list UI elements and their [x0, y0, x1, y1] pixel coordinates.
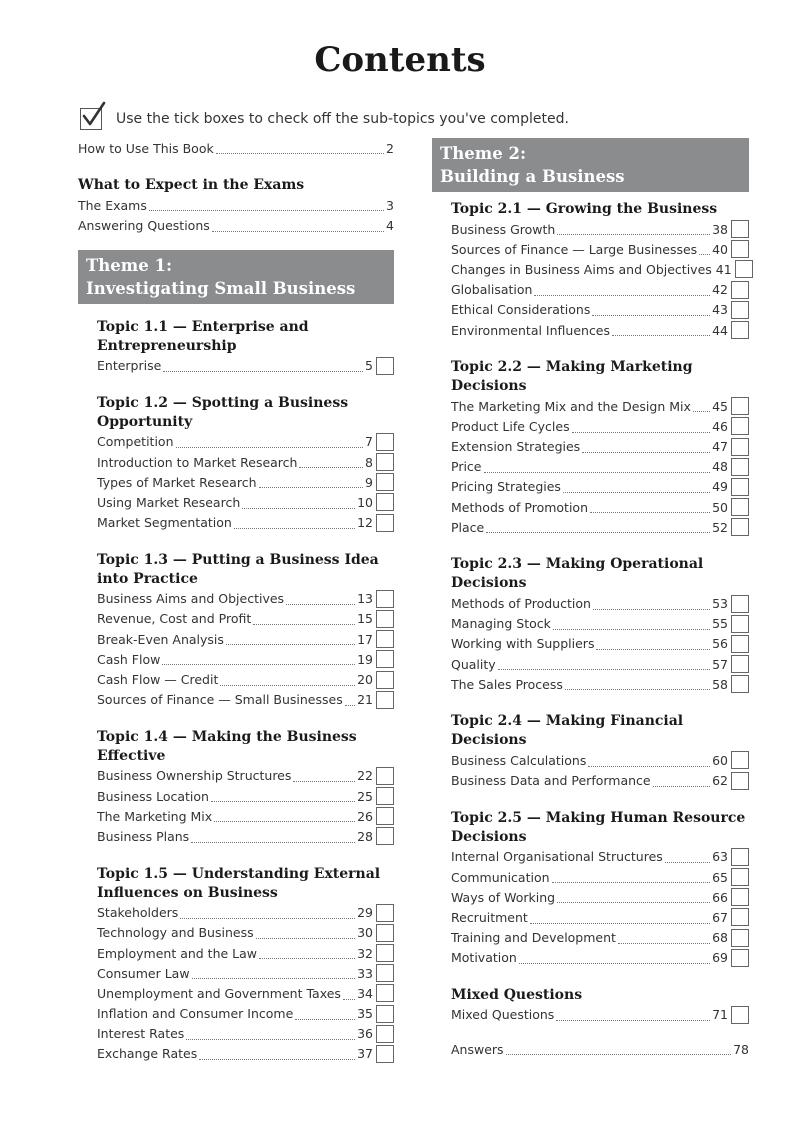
entry-label: Recruitment [451, 909, 528, 925]
entry-page: 56 [712, 636, 728, 652]
toc-entry[interactable] [97, 1024, 394, 1044]
dot-leader [484, 471, 711, 473]
tick-checkbox[interactable] [731, 240, 749, 258]
entry-page: 25 [357, 788, 373, 804]
intro-row [80, 106, 569, 132]
entry-label: The Sales Process [451, 676, 563, 692]
entry-label: Sources of Finance — Large Businesses [451, 241, 698, 257]
tick-checkbox[interactable] [376, 964, 394, 982]
toc-entry[interactable] [97, 609, 394, 629]
tick-checkbox[interactable] [731, 615, 749, 633]
entry-label: Using Market Research [97, 494, 241, 510]
tick-example-checkbox [80, 108, 102, 130]
tick-checkbox[interactable] [731, 949, 749, 967]
dot-leader [345, 704, 355, 706]
theme-2-topics [432, 192, 749, 968]
entry-page: 58 [712, 676, 728, 692]
tick-checkbox[interactable] [731, 655, 749, 673]
topic-heading: Topic 2.1 — Growing the Business [451, 201, 718, 217]
entry-label: Business Growth [451, 221, 556, 237]
tick-checkbox[interactable] [376, 357, 394, 375]
tick-checkbox[interactable] [731, 438, 749, 456]
toc-entry[interactable] [97, 513, 394, 533]
dot-leader [220, 684, 355, 686]
toc-entry[interactable] [97, 983, 394, 1003]
entry-page: 22 [357, 768, 373, 784]
toc-entry[interactable] [451, 280, 749, 300]
entry-page: 17 [357, 631, 373, 647]
entry-label: Market Segmentation [97, 515, 232, 531]
tick-checkbox[interactable] [731, 458, 749, 476]
dot-leader [293, 780, 355, 782]
entry-label: Answering Questions [78, 217, 210, 233]
dot-leader [693, 410, 710, 412]
tick-checkbox[interactable] [376, 984, 394, 1002]
tick-checkbox[interactable] [731, 281, 749, 299]
entry-page: 67 [712, 909, 728, 925]
toc-entry[interactable] [451, 457, 749, 477]
entry-label: How to Use This Book [78, 140, 214, 156]
entry-label: Introduction to Market Research [97, 454, 298, 470]
entry-label: Ways of Working [451, 889, 556, 905]
entry-label: Inflation and Consumer Income [97, 1006, 294, 1022]
dot-leader [582, 451, 710, 453]
entry-page: 29 [357, 905, 373, 921]
topic-heading: Topic 2.4 — Making Financial Decisions [451, 713, 684, 749]
intro-text: Use the tick boxes to check off the sub-topics you've completed. [116, 111, 569, 127]
theme-1-header [78, 250, 394, 304]
entry-label: Training and Development [451, 930, 616, 946]
toc-entry[interactable] [451, 674, 749, 694]
tick-checkbox[interactable] [731, 675, 749, 693]
topic-heading: Topic 1.1 — Enterprise and Entrepreneurship [97, 318, 309, 354]
toc-entry[interactable] [451, 771, 749, 791]
tick-checkbox[interactable] [376, 944, 394, 962]
tick-checkbox[interactable] [376, 787, 394, 805]
toc-entry[interactable] [97, 649, 394, 669]
entry-page: 37 [357, 1046, 373, 1062]
toc-entry[interactable] [451, 300, 749, 320]
tick-checkbox[interactable] [731, 321, 749, 339]
entry-page: 33 [357, 965, 373, 981]
toc-entry[interactable] [451, 259, 749, 279]
dot-leader [612, 334, 710, 336]
entry-page: 42 [712, 282, 728, 298]
entry-label: Place [451, 519, 485, 535]
entry-page: 20 [357, 672, 373, 688]
toc-entry[interactable] [451, 437, 749, 457]
dot-leader [590, 511, 710, 513]
tick-checkbox[interactable] [731, 868, 749, 886]
entry-label: Environmental Influences [451, 322, 611, 338]
toc-entry[interactable] [97, 963, 394, 983]
tick-checkbox[interactable] [731, 498, 749, 516]
entry-page: 5 [365, 358, 373, 374]
entry-page: 62 [712, 773, 728, 789]
theme-2-title: Building a Business [440, 167, 625, 186]
tick-checkbox[interactable] [731, 888, 749, 906]
dot-leader [149, 209, 384, 211]
theme-2-number: Theme 2: [440, 144, 527, 163]
entry-page: 10 [357, 494, 373, 510]
toc-entry[interactable] [451, 1039, 749, 1059]
dot-leader [596, 648, 710, 650]
toc-entry[interactable] [451, 887, 749, 907]
dot-leader [506, 1053, 732, 1055]
toc-entry[interactable] [451, 907, 749, 927]
dot-leader [162, 663, 355, 665]
dot-leader [588, 765, 710, 767]
dot-leader [234, 527, 355, 529]
toc-entry[interactable] [97, 690, 394, 710]
toc-entry[interactable] [97, 766, 394, 786]
entry-label: Mixed Questions [451, 1007, 555, 1023]
toc-entry[interactable] [97, 669, 394, 689]
dot-leader [253, 623, 355, 625]
entry-label: Competition [97, 434, 174, 450]
toc-entry[interactable] [451, 634, 749, 654]
topic-heading: Topic 1.3 — Putting a Business Idea into Practice [97, 551, 379, 587]
tick-checkbox[interactable] [731, 595, 749, 613]
check-mark-icon [80, 101, 106, 129]
toc-entry[interactable] [451, 847, 749, 867]
tick-checkbox[interactable] [731, 518, 749, 536]
entry-label: Unemployment and Government Taxes [97, 985, 341, 1001]
entry-page: 47 [712, 439, 728, 455]
toc-entry[interactable] [97, 943, 394, 963]
tick-checkbox[interactable] [376, 610, 394, 628]
toc-entry[interactable] [451, 239, 749, 259]
toc-entry[interactable] [78, 138, 394, 158]
dot-leader [180, 917, 355, 919]
tick-checkbox[interactable] [731, 908, 749, 926]
entry-page: 53 [712, 596, 728, 612]
entry-page: 35 [357, 1006, 373, 1022]
dot-leader [286, 603, 355, 605]
entry-label: Quality [451, 656, 496, 672]
toc-entry[interactable] [451, 867, 749, 887]
entry-label: Motivation [451, 950, 517, 966]
toc-entry[interactable] [97, 472, 394, 492]
dot-leader [212, 230, 384, 232]
tick-checkbox[interactable] [376, 691, 394, 709]
tick-checkbox[interactable] [731, 417, 749, 435]
dot-leader [242, 507, 355, 509]
tick-checkbox[interactable] [731, 301, 749, 319]
entry-page: 55 [712, 616, 728, 632]
theme-1-title: Investigating Small Business [86, 278, 356, 298]
entry-page: 43 [712, 302, 728, 318]
entry-page: 38 [712, 221, 728, 237]
dot-leader [186, 1038, 355, 1040]
dot-leader [530, 922, 710, 924]
dot-leader [259, 486, 364, 488]
tick-checkbox[interactable] [731, 397, 749, 415]
tick-checkbox[interactable] [376, 453, 394, 471]
dot-leader [653, 785, 710, 787]
entry-label: Pricing Strategies [451, 479, 561, 495]
entry-label: Managing Stock [451, 616, 551, 632]
entry-label: Methods of Production [451, 596, 591, 612]
entry-page: 44 [712, 322, 728, 338]
dot-leader [665, 861, 710, 863]
dot-leader [191, 841, 355, 843]
toc-entry[interactable] [97, 452, 394, 472]
tick-checkbox[interactable] [376, 630, 394, 648]
entry-page: 28 [357, 828, 373, 844]
entry-page: 21 [357, 692, 373, 708]
tick-checkbox[interactable] [376, 1005, 394, 1023]
tick-checkbox[interactable] [376, 433, 394, 451]
theme-1-topics [78, 304, 394, 1065]
entry-label: Business Plans [97, 828, 190, 844]
dot-leader [256, 937, 355, 939]
tick-checkbox[interactable] [376, 904, 394, 922]
entry-page: 71 [712, 1007, 728, 1023]
dot-leader [226, 643, 355, 645]
entry-label: Business Calculations [451, 752, 587, 768]
entry-label: Sources of Finance — Small Businesses [97, 692, 343, 708]
entry-page: 60 [712, 752, 728, 768]
dot-leader [343, 998, 355, 1000]
left-column [78, 138, 394, 1064]
entry-label: Working with Suppliers [451, 636, 595, 652]
entry-page: 34 [357, 985, 373, 1001]
entry-label: Internal Organisational Structures [451, 849, 663, 865]
dot-leader [519, 962, 710, 964]
toc-entry[interactable] [97, 432, 394, 452]
entry-label: Exchange Rates [97, 1046, 198, 1062]
topic-heading: Topic 1.2 — Spotting a Business Opportunity [97, 394, 349, 430]
dot-leader [486, 531, 710, 533]
dot-leader [295, 1018, 355, 1020]
toc-entry[interactable] [451, 396, 749, 416]
entry-page: 45 [712, 398, 728, 414]
entry-label: Globalisation [451, 282, 533, 298]
toc-entry[interactable] [97, 492, 394, 512]
page-title: Contents [314, 40, 486, 80]
entry-label: Business Location [97, 788, 209, 804]
toc-entry[interactable] [451, 928, 749, 948]
tick-checkbox[interactable] [731, 772, 749, 790]
entry-page: 40 [712, 241, 728, 257]
entry-page: 41 [715, 261, 732, 277]
dot-leader [699, 253, 710, 255]
dot-leader [553, 628, 710, 630]
tick-checkbox[interactable] [376, 807, 394, 825]
dot-leader [563, 491, 710, 493]
entry-page: 50 [712, 499, 728, 515]
toc-entry[interactable] [451, 593, 749, 613]
entry-page: 78 [733, 1041, 749, 1057]
entry-page: 57 [712, 656, 728, 672]
entry-page: 3 [386, 197, 394, 213]
dot-leader [552, 881, 711, 883]
tick-checkbox[interactable] [731, 929, 749, 947]
tick-checkbox[interactable] [731, 635, 749, 653]
toc-entry[interactable] [451, 517, 749, 537]
tick-checkbox[interactable] [376, 473, 394, 491]
topic-heading: Topic 2.2 — Making Marketing Decisions [451, 359, 693, 395]
toc-entry[interactable] [451, 320, 749, 340]
entry-page: 36 [357, 1026, 373, 1042]
entry-label: Ethical Considerations [451, 302, 591, 318]
toc-entry[interactable] [78, 195, 394, 215]
dot-leader [216, 152, 384, 154]
entry-label: Types of Market Research [97, 474, 257, 490]
tick-checkbox[interactable] [731, 220, 749, 238]
entry-page: 49 [712, 479, 728, 495]
toc-entry[interactable] [451, 614, 749, 634]
entry-label: Interest Rates [97, 1026, 185, 1042]
entry-page: 7 [365, 434, 373, 450]
entry-label: Stakeholders [97, 905, 179, 921]
dot-leader [557, 233, 710, 235]
dot-leader [534, 294, 710, 296]
entry-page: 66 [712, 889, 728, 905]
dot-leader [299, 466, 363, 468]
tick-checkbox[interactable] [731, 848, 749, 866]
entry-page: 26 [357, 808, 373, 824]
entry-label: Price [451, 459, 482, 475]
entry-page: 19 [357, 651, 373, 667]
topic-heading: Topic 1.4 — Making the Business Effective [97, 728, 357, 764]
topic-heading: Topic 1.5 — Understanding External Influences on Business [97, 865, 381, 901]
toc-entry[interactable] [78, 215, 394, 235]
dot-leader [192, 977, 356, 979]
right-column [432, 138, 749, 1059]
entry-label: Enterprise [97, 358, 162, 374]
tick-checkbox[interactable] [731, 1006, 749, 1024]
toc-entry[interactable] [97, 786, 394, 806]
mixed-section [432, 968, 749, 1059]
toc-entry[interactable] [97, 589, 394, 609]
entry-page: 46 [712, 418, 728, 434]
entry-page: 32 [357, 945, 373, 961]
entry-label: Employment and the Law [97, 945, 258, 961]
entry-page: 9 [365, 474, 373, 490]
entry-label: Business Aims and Objectives [97, 591, 285, 607]
entry-label: Answers [451, 1041, 504, 1057]
dot-leader [592, 314, 710, 316]
tick-checkbox[interactable] [731, 751, 749, 769]
dot-leader [176, 446, 364, 448]
entry-label: Cash Flow [97, 651, 161, 667]
tick-checkbox[interactable] [376, 590, 394, 608]
entry-label: Business Ownership Structures [97, 768, 292, 784]
entry-label: Methods of Promotion [451, 499, 588, 515]
toc-entry[interactable] [451, 654, 749, 674]
entry-label: Break-Even Analysis [97, 631, 224, 647]
entry-label: Business Data and Performance [451, 773, 651, 789]
entry-label: Changes in Business Aims and Objectives [451, 261, 712, 277]
entry-page: 2 [386, 140, 394, 156]
entry-label: Revenue, Cost and Profit [97, 611, 252, 627]
toc-entry[interactable] [451, 497, 749, 517]
dot-leader [211, 800, 355, 802]
toc-entry[interactable] [97, 356, 394, 376]
entry-page: 63 [712, 849, 728, 865]
tick-checkbox[interactable] [376, 767, 394, 785]
entry-page: 68 [712, 930, 728, 946]
entry-label: Consumer Law [97, 965, 190, 981]
toc-entry[interactable] [97, 1044, 394, 1064]
tick-checkbox[interactable] [376, 493, 394, 511]
entry-label: Extension Strategies [451, 439, 581, 455]
toc-entry[interactable] [451, 477, 749, 497]
dot-leader [498, 668, 710, 670]
tick-checkbox[interactable] [735, 260, 753, 278]
entry-page: 13 [357, 591, 373, 607]
entry-label: The Marketing Mix [97, 808, 213, 824]
toc-entry[interactable] [451, 416, 749, 436]
toc-entry[interactable] [451, 219, 749, 239]
dot-leader [163, 370, 363, 372]
dot-leader [618, 942, 710, 944]
entry-page: 48 [712, 459, 728, 475]
toc-entry[interactable] [451, 1005, 749, 1025]
toc-entry[interactable] [97, 826, 394, 846]
toc-entry[interactable] [97, 903, 394, 923]
tick-checkbox[interactable] [376, 671, 394, 689]
toc-entry[interactable] [97, 923, 394, 943]
tick-checkbox[interactable] [731, 478, 749, 496]
entry-label: The Marketing Mix and the Design Mix [451, 398, 691, 414]
entry-page: 12 [357, 515, 373, 531]
topic-heading: Topic 2.5 — Making Human Resource Decisions [451, 809, 746, 845]
tick-checkbox[interactable] [376, 650, 394, 668]
dot-leader [556, 1019, 710, 1021]
theme-2-header [432, 138, 749, 192]
entry-page: 15 [357, 611, 373, 627]
toc-entry[interactable] [97, 1004, 394, 1024]
toc-entry[interactable] [97, 806, 394, 826]
topic-heading: Topic 2.3 — Making Operational Decisions [451, 556, 704, 592]
toc-entry[interactable] [97, 629, 394, 649]
entry-label: Cash Flow — Credit [97, 672, 219, 688]
theme-1-number: Theme 1: [86, 255, 173, 275]
dot-leader [565, 688, 710, 690]
entry-label: Technology and Business [97, 925, 254, 941]
dot-leader [214, 820, 355, 822]
tick-checkbox[interactable] [376, 1045, 394, 1063]
dot-leader [572, 431, 710, 433]
entry-page: 30 [357, 925, 373, 941]
entry-page: 8 [365, 454, 373, 470]
entry-label: Product Life Cycles [451, 418, 570, 434]
dot-leader [259, 957, 355, 959]
section-heading: Mixed Questions [451, 986, 583, 1003]
entry-page: 69 [712, 950, 728, 966]
toc-entry[interactable] [451, 750, 749, 770]
toc-entry[interactable] [451, 948, 749, 968]
tick-checkbox[interactable] [376, 514, 394, 532]
entry-page: 65 [712, 869, 728, 885]
tick-checkbox[interactable] [376, 924, 394, 942]
entry-page: 52 [712, 519, 728, 535]
entry-label: Communication [451, 869, 550, 885]
dot-leader [199, 1058, 355, 1060]
entry-page: 4 [386, 217, 394, 233]
tick-checkbox[interactable] [376, 1025, 394, 1043]
section-heading: What to Expect in the Exams [78, 177, 305, 194]
dot-leader [557, 901, 710, 903]
dot-leader [593, 608, 710, 610]
tick-checkbox[interactable] [376, 827, 394, 845]
entry-label: The Exams [78, 197, 147, 213]
